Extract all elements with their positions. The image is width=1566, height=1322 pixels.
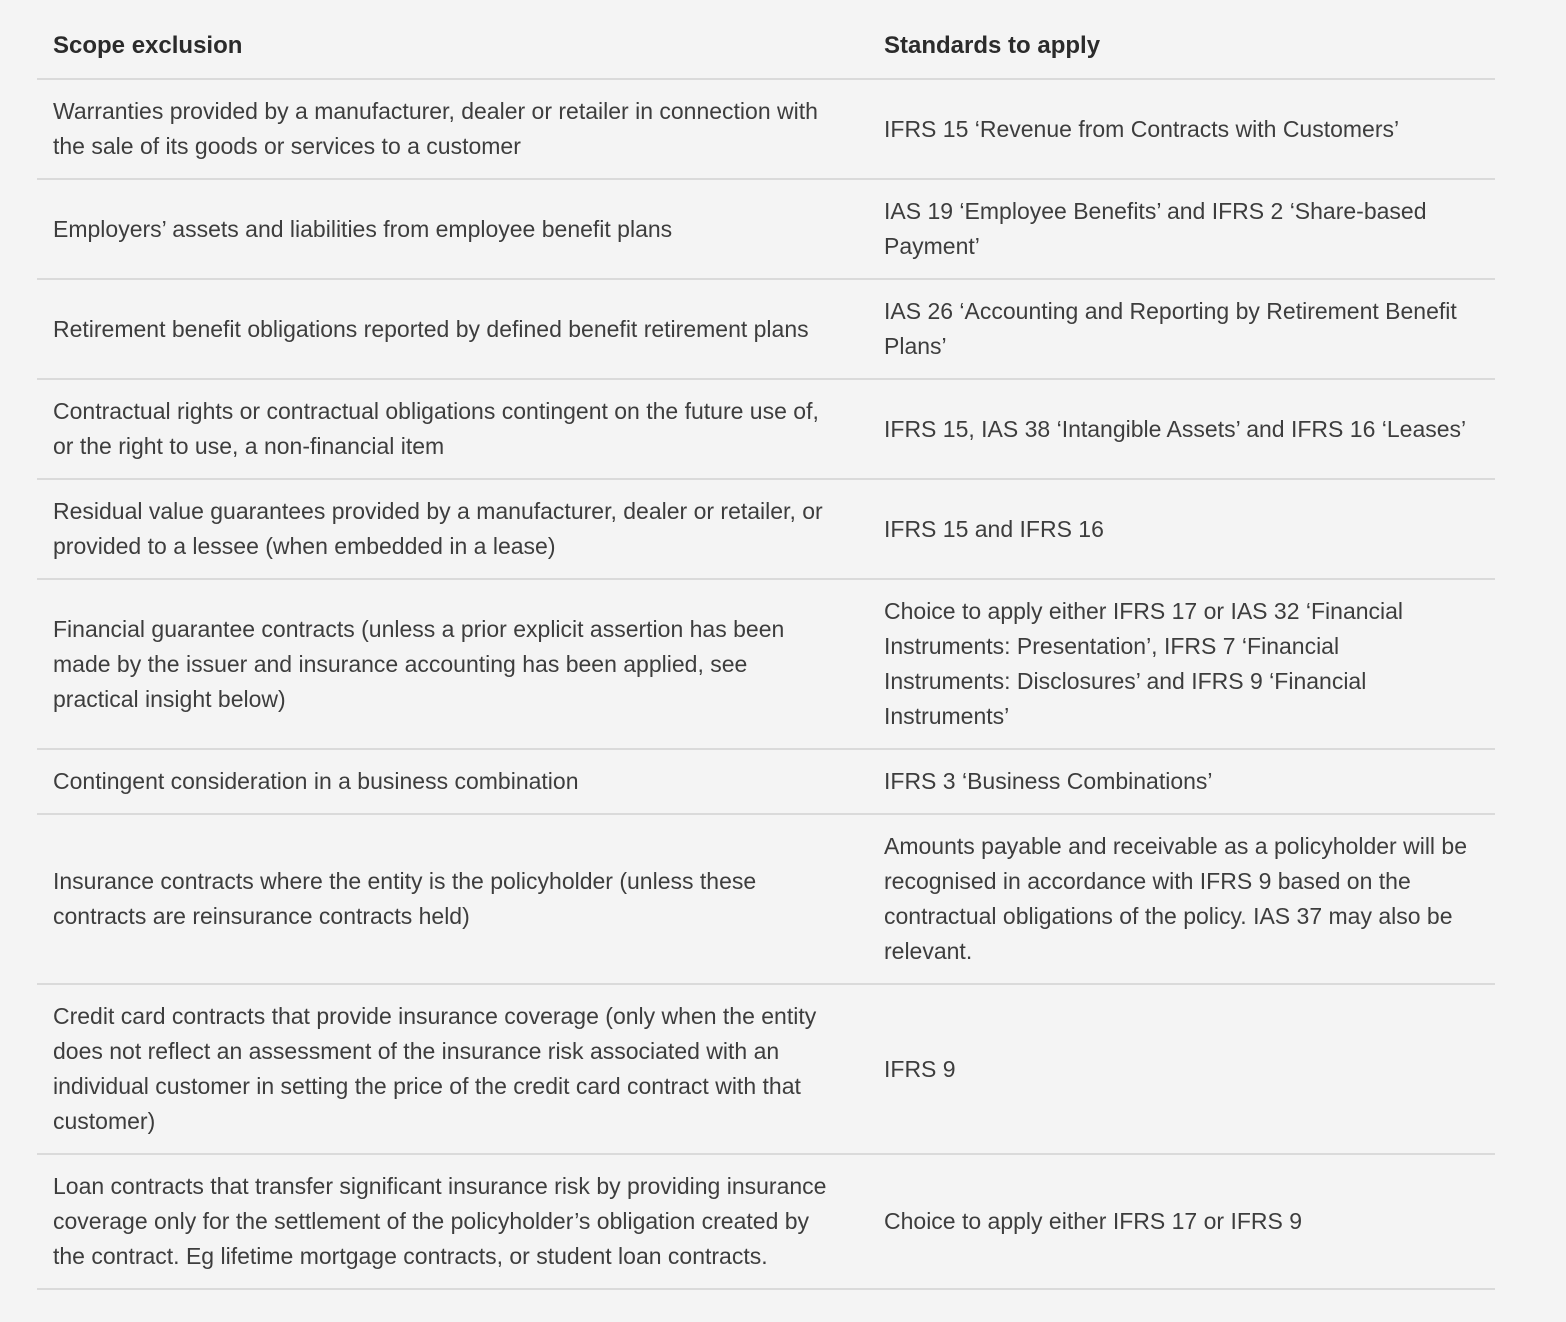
header-row [37,4,1495,79]
standard-cell: IAS 26 ‘Accounting and Reporting by Retirement Benefit Plans’ [884,279,1495,379]
scope-exclusion-table-container [37,0,1495,1290]
exclusion-cell: Contractual rights or contractual obligations contingent on the future use of, or the right to use, a non-financial item [37,379,884,479]
table-row [37,79,1495,179]
exclusion-cell: Warranties provided by a manufacturer, dealer or retailer in connection with the sale of its goods or services to a customer [37,79,884,179]
table-row [37,379,1495,479]
scope-exclusion-table [37,4,1495,1290]
standard-cell: IFRS 9 [884,984,1495,1154]
standard-cell: Choice to apply either IFRS 17 or IFRS 9 [884,1154,1495,1289]
standard-cell: IFRS 15 ‘Revenue from Contracts with Customers’ [884,79,1495,179]
table-row [37,814,1495,984]
standard-cell: IFRS 15, IAS 38 ‘Intangible Assets’ and IFRS 16 ‘Leases’ [884,379,1495,479]
exclusion-cell: Retirement benefit obligations reported by defined benefit retirement plans [37,279,884,379]
exclusion-cell: Contingent consideration in a business combination [37,749,884,814]
table-row [37,749,1495,814]
exclusion-cell: Financial guarantee contracts (unless a prior explicit assertion has been made by the issuer and insurance accounting has been applied, see practical insight below) [37,579,884,749]
table-row [37,579,1495,749]
column-header-standards-to-apply: Standards to apply [884,4,1495,79]
table-header [37,4,1495,79]
column-header-scope-exclusion: Scope exclusion [37,4,884,79]
table-row [37,1154,1495,1289]
exclusion-cell: Insurance contracts where the entity is the policyholder (unless these contracts are reinsurance contracts held) [37,814,884,984]
standard-cell: IAS 19 ‘Employee Benefits’ and IFRS 2 ‘Share-based Payment’ [884,179,1495,279]
standard-cell: IFRS 3 ‘Business Combinations’ [884,749,1495,814]
table-row [37,984,1495,1154]
exclusion-cell: Loan contracts that transfer significant insurance risk by providing insurance coverage only for the settlement of the policyholder’s obligation created by the contract. Eg lifetime mortgage contracts, or student loan contracts. [37,1154,884,1289]
standard-cell: IFRS 15 and IFRS 16 [884,479,1495,579]
standard-cell: Choice to apply either IFRS 17 or IAS 32 ‘Financial Instruments: Presentation’, IFRS 7 ‘Financial Instruments: Disclosures’ and IFRS 9 ‘Financial Instruments’ [884,579,1495,749]
exclusion-cell: Residual value guarantees provided by a manufacturer, dealer or retailer, or provided to a lessee (when embedded in a lease) [37,479,884,579]
table-body [37,79,1495,1289]
standard-cell: Amounts payable and receivable as a policyholder will be recognised in accordance with IFRS 9 based on the contractual obligations of the policy. IAS 37 may also be relevant. [884,814,1495,984]
table-row [37,279,1495,379]
table-row [37,179,1495,279]
exclusion-cell: Employers’ assets and liabilities from employee benefit plans [37,179,884,279]
table-row [37,479,1495,579]
exclusion-cell: Credit card contracts that provide insurance coverage (only when the entity does not reflect an assessment of the insurance risk associated with an individual customer in setting the price of the credit card contract with that customer) [37,984,884,1154]
